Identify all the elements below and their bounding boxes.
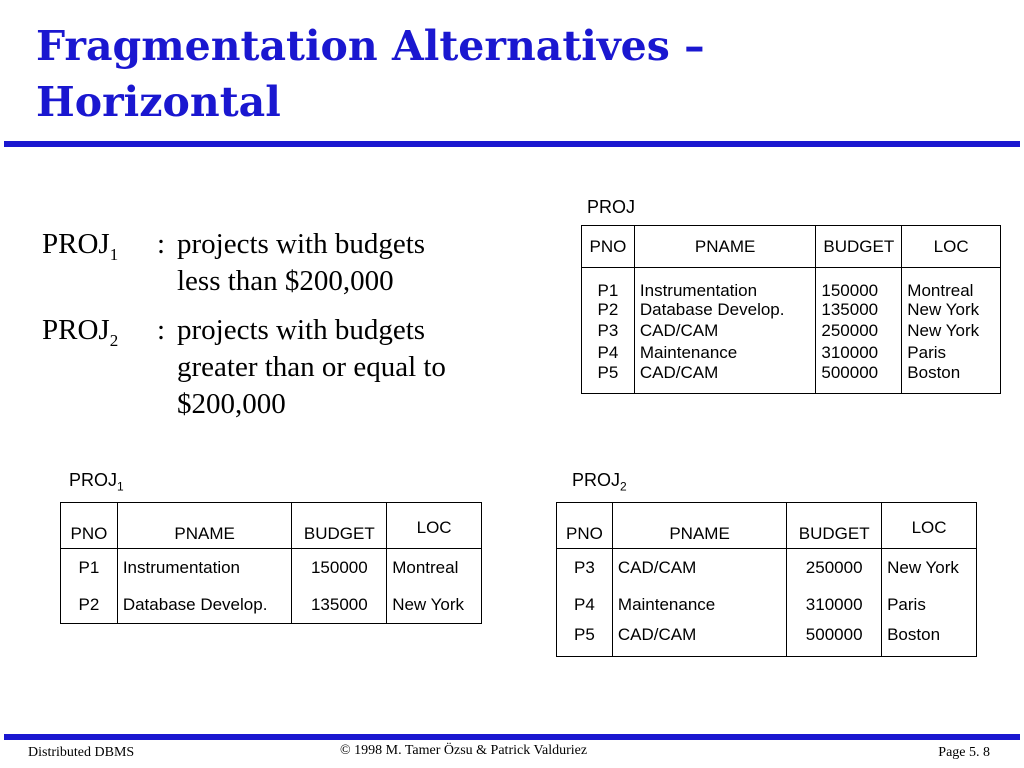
- table-cell: 135000: [292, 587, 387, 624]
- proj-table: [581, 225, 1001, 394]
- table-cell: 150000: [292, 549, 387, 587]
- table-row: [582, 364, 1001, 394]
- definition-colon: :: [157, 228, 166, 260]
- table-cell: P3: [582, 320, 635, 341]
- footer-copyright: © 1998 M. Tamer Özsu & Patrick Valduriez: [340, 743, 588, 758]
- table-cell: Paris: [882, 586, 977, 624]
- column-header: PNO: [582, 226, 635, 268]
- table-header-row: [582, 226, 1001, 268]
- table-cell: CAD/CAM: [612, 624, 786, 657]
- column-header: LOC: [882, 503, 977, 549]
- table-cell: CAD/CAM: [634, 364, 815, 394]
- definition-name: $PROJ_2$: [42, 314, 119, 350]
- table-cell: CAD/CAM: [634, 320, 815, 341]
- table-cell: P4: [582, 341, 635, 364]
- table-cell: Boston: [882, 624, 977, 657]
- table-cell: 310000: [787, 586, 882, 624]
- table-cell: 310000: [816, 341, 902, 364]
- table-row: [557, 586, 977, 624]
- table-cell: Maintenance: [634, 341, 815, 364]
- table-row: [582, 299, 1001, 320]
- table-row: [61, 549, 482, 587]
- table-cell: Database Develop.: [634, 299, 815, 320]
- table-cell: 135000: [816, 299, 902, 320]
- table-cell: P1: [61, 549, 118, 587]
- proj2-table: [556, 502, 977, 657]
- column-header: PNAME: [117, 503, 292, 549]
- page-title: [36, 18, 705, 130]
- table-cell: Instrumentation: [634, 268, 815, 299]
- table-row: [582, 341, 1001, 364]
- title-divider: [4, 141, 1020, 147]
- column-header: PNO: [557, 503, 613, 549]
- title-line-2: Horizontal: [36, 78, 281, 126]
- table-cell: New York: [387, 587, 482, 624]
- table-cell: New York: [882, 549, 977, 586]
- table-cell: New York: [902, 299, 1001, 320]
- title-line-1: Fragmentation Alternatives –: [36, 22, 705, 70]
- proj1-table: [60, 502, 482, 624]
- footer-divider: [4, 734, 1020, 740]
- column-header: BUDGET: [816, 226, 902, 268]
- table-cell: Boston: [902, 364, 1001, 394]
- column-header: BUDGET: [292, 503, 387, 549]
- table-cell: CAD/CAM: [612, 549, 786, 586]
- column-header: PNAME: [634, 226, 815, 268]
- definition-text: projects with budgets greater than or equal to $200,000: [177, 314, 446, 420]
- footer-page-number: Page 5. 8: [938, 745, 990, 760]
- column-header: PNAME: [612, 503, 786, 549]
- footer-left: Distributed DBMS: [28, 745, 135, 760]
- table-cell: 250000: [816, 320, 902, 341]
- table-header-row: [557, 503, 977, 549]
- table-header-row: [61, 503, 482, 549]
- table-cell: 500000: [787, 624, 882, 657]
- table-cell: Paris: [902, 341, 1001, 364]
- proj1-caption: $PROJ_1$: [69, 470, 124, 494]
- table-cell: 150000: [816, 268, 902, 299]
- table-cell: P3: [557, 549, 613, 586]
- definition-name: $PROJ_1$: [42, 228, 119, 264]
- table-cell: 500000: [816, 364, 902, 394]
- column-header: PNO: [61, 503, 118, 549]
- table-row: [61, 587, 482, 624]
- column-header: BUDGET: [787, 503, 882, 549]
- table-row: [557, 549, 977, 586]
- table-cell: Instrumentation: [117, 549, 292, 587]
- definition-colon: :: [157, 314, 166, 346]
- proj-caption: PROJ: [587, 197, 636, 217]
- proj2-caption: $PROJ_2$: [572, 470, 627, 494]
- table-cell: 250000: [787, 549, 882, 586]
- table-cell: New York: [902, 320, 1001, 341]
- table-cell: P2: [61, 587, 118, 624]
- table-cell: Database Develop.: [117, 587, 292, 624]
- table-row: [582, 268, 1001, 299]
- table-cell: P5: [557, 624, 613, 657]
- table-cell: Montreal: [387, 549, 482, 587]
- table-row: [582, 320, 1001, 341]
- definition-text: projects with budgets less than $200,000: [177, 228, 426, 297]
- column-header: LOC: [902, 226, 1001, 268]
- table-row: [557, 624, 977, 657]
- table-cell: P5: [582, 364, 635, 394]
- table-cell: Montreal: [902, 268, 1001, 299]
- table-cell: Maintenance: [612, 586, 786, 624]
- table-cell: P4: [557, 586, 613, 624]
- table-cell: P1: [582, 268, 635, 299]
- column-header: LOC: [387, 503, 482, 549]
- table-cell: P2: [582, 299, 635, 320]
